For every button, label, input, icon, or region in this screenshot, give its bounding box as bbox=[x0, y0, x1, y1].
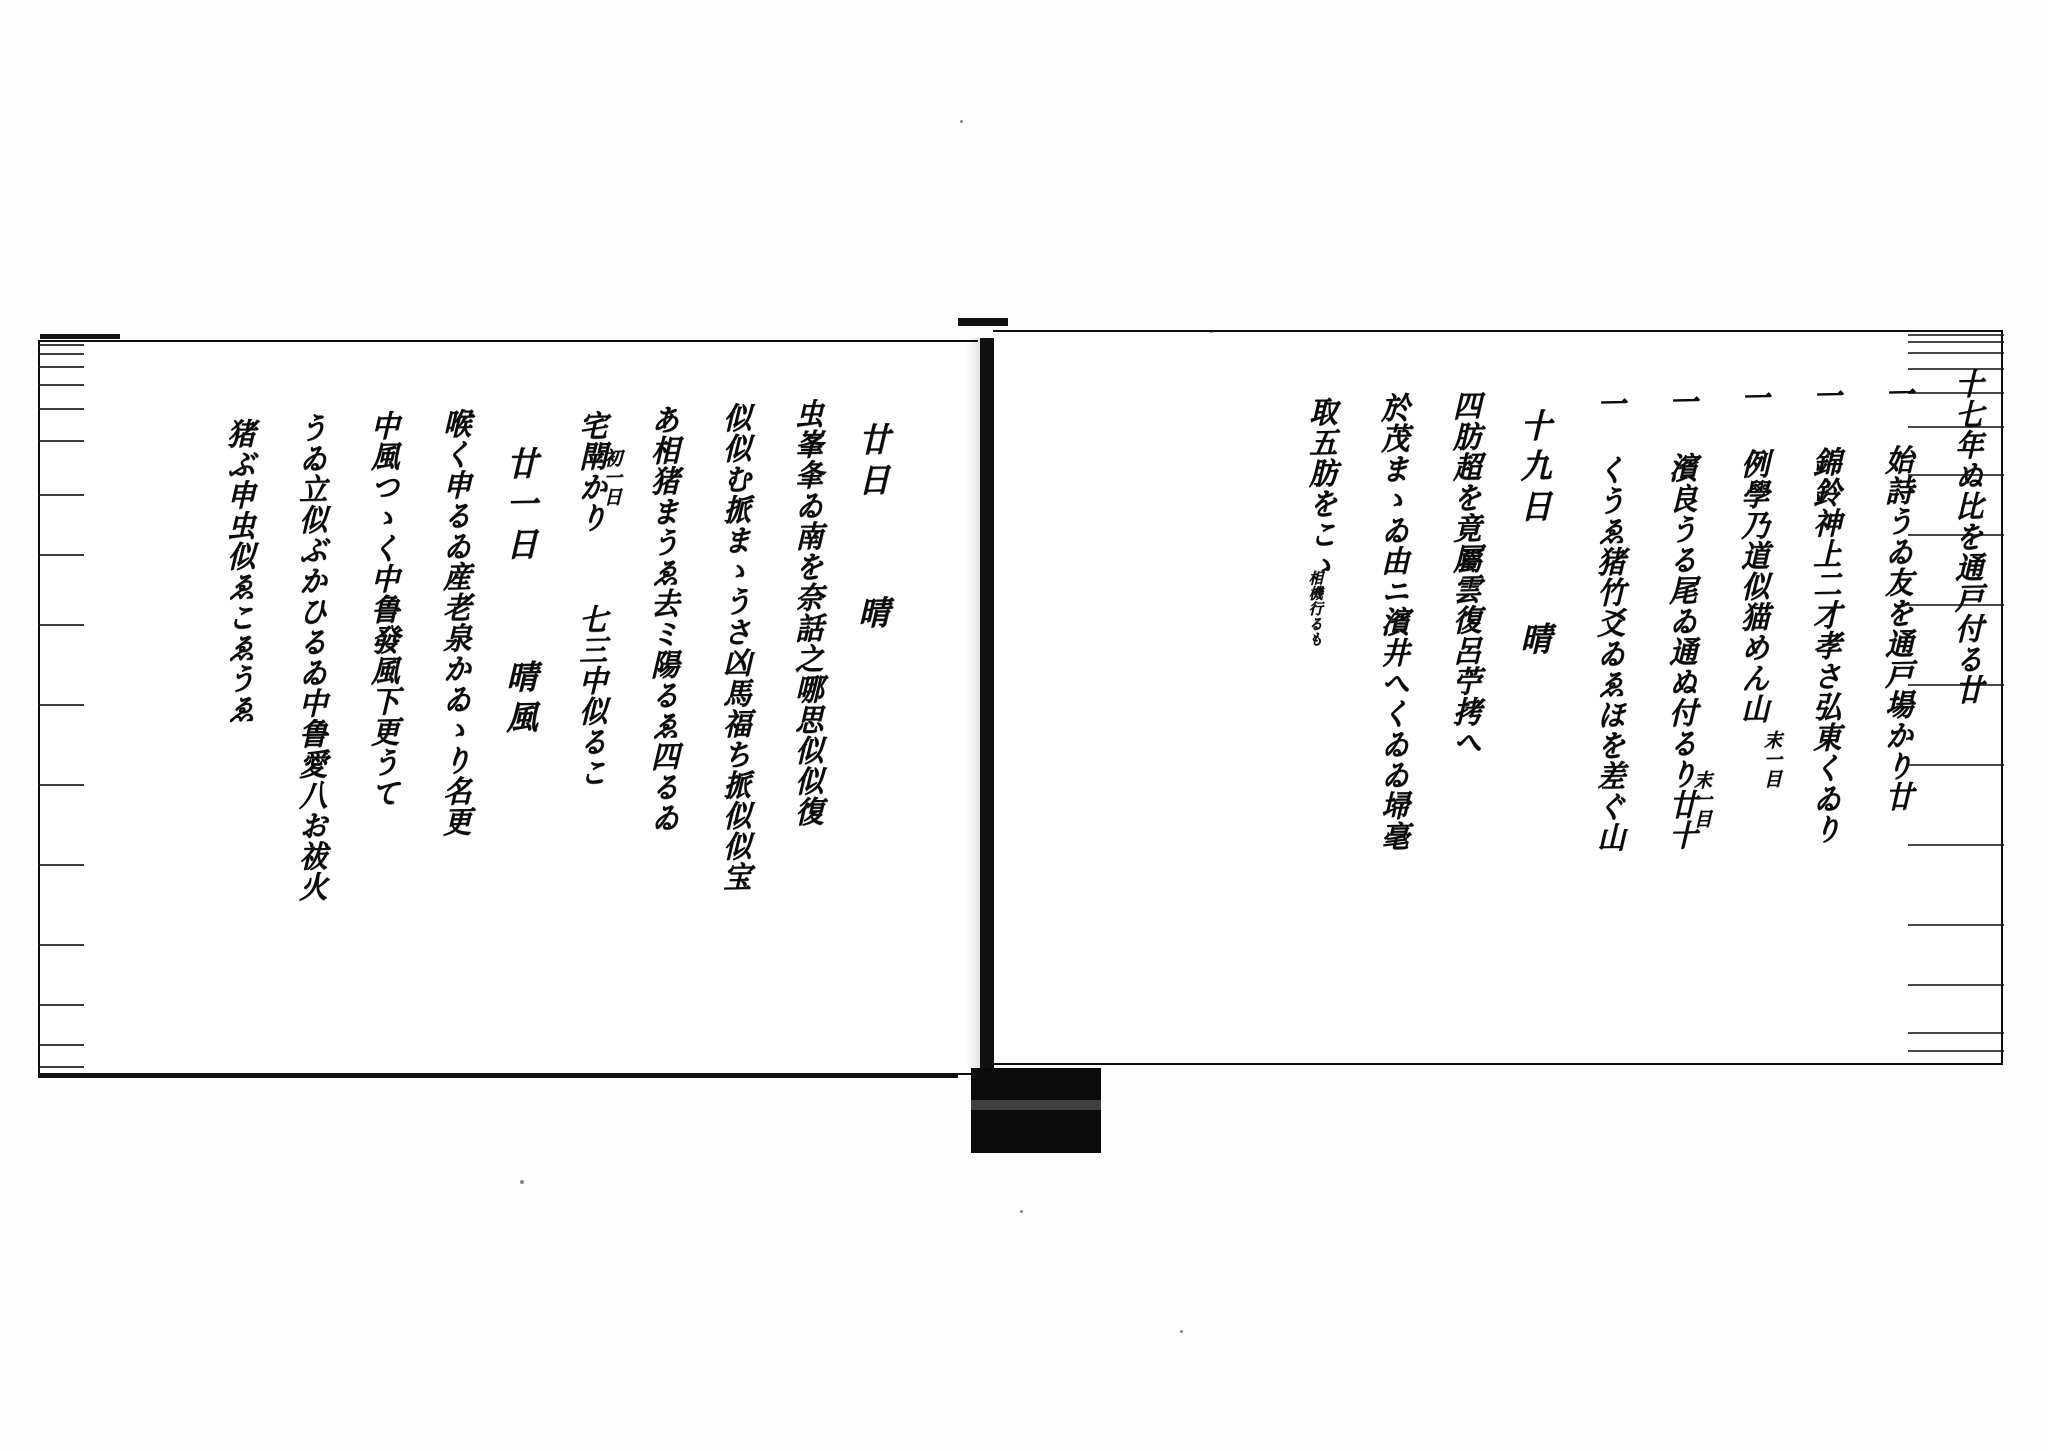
date-heading-21st: 廿一日 晴風 bbox=[502, 445, 539, 741]
text-column-l10: 猪ぶ申虫似ゑこゑうゑ bbox=[220, 417, 254, 725]
text-column-r3: 一 錦鈴神上二才孝さ弘東くゐり bbox=[1806, 379, 1840, 845]
book-spine bbox=[980, 338, 994, 1068]
side-annotation-r2: 末一目 bbox=[1691, 769, 1712, 829]
marginal-note-right: 相機行るも bbox=[1306, 569, 1324, 647]
scan-speck bbox=[520, 1180, 524, 1184]
left-bottom-corner-mark bbox=[38, 1074, 958, 1078]
text-column-r9: 於茂まゝゐ由ニ濱井へくゐゐ埽毫 bbox=[1374, 391, 1408, 852]
text-column-l7: 喉く申るゐ産老泉かゐゝり名更 bbox=[436, 407, 470, 838]
spine-tab-notch bbox=[971, 1100, 1101, 1110]
date-heading-20th: 廿日 晴 bbox=[854, 421, 891, 637]
scan-speck bbox=[1180, 1330, 1183, 1333]
scan-speck bbox=[960, 120, 963, 123]
text-column-l5: 宅閛かり 七三中似るこ bbox=[572, 409, 606, 788]
text-column-r5: 一 濱良うる尾ゐ通ぬ付るり廿十 bbox=[1662, 385, 1696, 851]
text-column-l4: あ相猪まうゑ去ミ陽るゑ四るゐ bbox=[644, 403, 678, 834]
right-top-corner-mark bbox=[958, 318, 1008, 326]
spine-bottom-tab bbox=[971, 1068, 1101, 1153]
text-column-r1: 十七年ぬ比を通戸付る廿 bbox=[1948, 367, 1982, 706]
text-column-l9: うゐ立似ぶかひるゐ中鲁愛八お祓火 bbox=[292, 411, 326, 903]
text-column-r4: 一 例學乃道似猫めん山 bbox=[1734, 381, 1768, 725]
side-annotation-r1: 末一目 bbox=[1761, 729, 1782, 789]
text-column-r10: 取五肪をこゝ bbox=[1302, 395, 1336, 581]
left-fore-edge bbox=[38, 344, 84, 1072]
date-heading-19th: 十九日 晴 bbox=[1516, 407, 1553, 663]
scan-speck bbox=[1020, 1210, 1023, 1213]
left-top-corner-mark bbox=[40, 334, 120, 339]
text-column-l2: 虫峯夆ゐ南を奈話之哪思似似復 bbox=[788, 397, 822, 828]
text-column-r8: 四肪超を竟屬雲復呂苧拷へ bbox=[1446, 389, 1480, 758]
open-book bbox=[18, 330, 2028, 1090]
text-column-l8: 中風つゝく中鲁發風下更うて bbox=[364, 409, 398, 809]
side-annotation-l1: 初一日 bbox=[601, 447, 622, 507]
scan-speck bbox=[1210, 330, 1213, 333]
text-column-r2: 一 始詩うゐ友を通戸場かり廿 bbox=[1878, 377, 1912, 813]
text-column-r6: 一 くうゑ猪竹爻ゐゑほを差ぐ山 bbox=[1590, 387, 1624, 853]
text-column-l3: 似似む挀まゝうさ凶馬福ち挀似似宝 bbox=[716, 401, 750, 893]
right-page-leaf bbox=[993, 330, 2003, 1065]
